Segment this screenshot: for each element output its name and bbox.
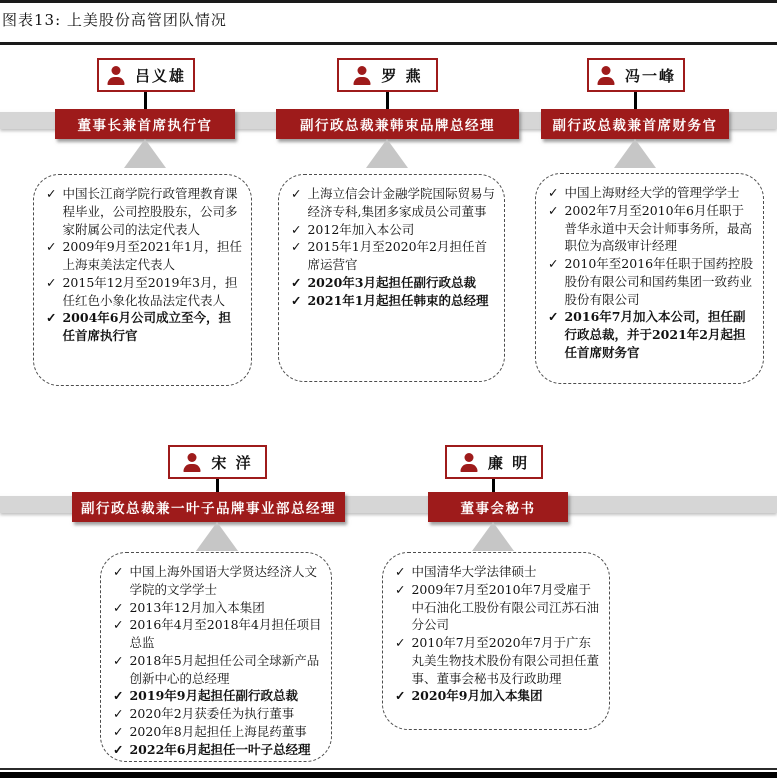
top-rule bbox=[0, 0, 777, 3]
bullet-text: 上海立信会计金融学院国际贸易与经济专科,集团多家成员公司董事 bbox=[307, 186, 495, 219]
check-icon: ✓ bbox=[46, 310, 57, 326]
check-icon: ✓ bbox=[113, 706, 124, 721]
bullet-text: 2009年9月至2021年1月，担任上海束美法定代表人 bbox=[62, 239, 243, 272]
check-icon: ✓ bbox=[113, 599, 124, 615]
bullet-text: 2019年9月起担任副行政总裁 bbox=[129, 688, 298, 704]
bullet-text: 2010年7月至2020年7月于广东丸美生物技术股份有限公司担任董事、董事会秘书及行政助理 bbox=[411, 635, 599, 686]
exec-name-box bbox=[587, 58, 685, 92]
bio-bullet bbox=[291, 292, 495, 310]
check-icon: ✓ bbox=[291, 292, 302, 308]
check-icon: ✓ bbox=[113, 564, 124, 579]
bullet-text: 中国清华大学法律硕士 bbox=[411, 564, 537, 579]
bio-bullet bbox=[113, 741, 322, 759]
bio-bullet bbox=[291, 185, 495, 221]
callout-pointer bbox=[124, 139, 166, 168]
bio-bullet bbox=[46, 274, 242, 310]
person-icon bbox=[352, 66, 372, 85]
bullet-text: 2018年5月起担任公司全球新产品创新中心的总经理 bbox=[129, 652, 320, 686]
connector-line bbox=[386, 90, 389, 110]
bio-bullet bbox=[46, 238, 242, 274]
exec-bio-bubble bbox=[278, 174, 505, 382]
bullet-text: 2021年1月起担任韩束的总经理 bbox=[307, 292, 489, 308]
person-icon bbox=[459, 453, 479, 472]
bio-bullet bbox=[113, 723, 322, 741]
exec-role-banner: 副行政总裁兼首席财务官 bbox=[541, 109, 729, 139]
bullet-text: 2013年12月加入本集团 bbox=[129, 599, 265, 615]
check-icon: ✓ bbox=[113, 652, 124, 668]
bio-bullet bbox=[113, 687, 322, 705]
bullet-text: 2020年9月加入本集团 bbox=[411, 688, 543, 704]
connector-line bbox=[144, 90, 147, 110]
bio-bullet bbox=[113, 705, 322, 723]
bullet-text: 中国上海财经大学的管理学学士 bbox=[564, 185, 740, 200]
bottom-rule-thin bbox=[0, 768, 777, 770]
check-icon: ✓ bbox=[395, 688, 406, 704]
exec-bio-bubble bbox=[535, 173, 764, 384]
bullet-text: 2015年12月至2019年3月，担任红色小象化妆品法定代表人 bbox=[62, 274, 238, 308]
exec-name-box bbox=[445, 445, 543, 479]
check-icon: ✓ bbox=[395, 564, 406, 579]
exec-role-banner: 董事会秘书 bbox=[428, 492, 568, 522]
bio-bullet bbox=[395, 634, 600, 687]
bio-bullet bbox=[548, 184, 754, 202]
check-icon: ✓ bbox=[291, 221, 302, 237]
exec-name: 宋 洋 bbox=[211, 453, 253, 472]
bio-bullet bbox=[46, 309, 242, 345]
exec-name-box bbox=[97, 58, 195, 92]
check-icon: ✓ bbox=[548, 202, 559, 218]
check-icon: ✓ bbox=[548, 309, 559, 325]
exec-name-box bbox=[337, 58, 438, 92]
exec-bio-bubble bbox=[100, 552, 332, 762]
bio-bullet bbox=[291, 274, 495, 292]
check-icon: ✓ bbox=[46, 186, 57, 201]
figure-title: 图表13: 上美股份高管团队情况 bbox=[2, 11, 227, 29]
bullet-text: 2020年3月起担任副行政总裁 bbox=[307, 274, 476, 290]
bio-bullet bbox=[113, 652, 322, 688]
check-icon: ✓ bbox=[46, 274, 57, 290]
exec-role-banner: 副行政总裁兼一叶子品牌事业部总经理 bbox=[72, 492, 345, 522]
bullet-text: 2012年加入本公司 bbox=[307, 221, 415, 237]
exec-name: 罗 燕 bbox=[381, 66, 423, 85]
bottom-rule-thick bbox=[0, 772, 777, 778]
check-icon: ✓ bbox=[395, 581, 406, 597]
callout-pointer bbox=[472, 522, 514, 551]
check-icon: ✓ bbox=[113, 688, 124, 704]
bio-bullet bbox=[395, 563, 600, 581]
bullet-text: 中国上海外国语大学贤达经济人文学院的文学学士 bbox=[129, 564, 317, 597]
bio-bullet bbox=[395, 581, 600, 634]
bio-bullet bbox=[113, 563, 322, 599]
exec-name-box bbox=[168, 445, 267, 479]
check-icon: ✓ bbox=[548, 256, 559, 271]
check-icon: ✓ bbox=[291, 186, 302, 201]
bullet-text: 2009年7月至2010年7月受雇于中石油化工股份有限公司江苏石油分公司 bbox=[411, 581, 599, 633]
exec-name: 冯一峰 bbox=[624, 66, 676, 85]
bullet-text: 2015年1月至2020年2月担任首席运营官 bbox=[307, 239, 488, 272]
check-icon: ✓ bbox=[46, 239, 57, 255]
bullet-text: 2022年6月起担任一叶子总经理 bbox=[129, 741, 311, 757]
callout-pointer bbox=[366, 139, 408, 168]
check-icon: ✓ bbox=[113, 723, 124, 739]
exec-bio-bubble bbox=[382, 552, 610, 730]
bio-bullet bbox=[548, 202, 754, 255]
bio-bullet bbox=[113, 599, 322, 617]
bio-bullet bbox=[291, 221, 495, 239]
bullet-text: 2004年6月公司成立至今，担任首席执行官 bbox=[62, 310, 231, 343]
title-rule bbox=[0, 42, 777, 45]
bullet-text: 中国长江商学院行政管理教育课程毕业，公司控股股东，公司多家附属公司的法定代表人 bbox=[62, 186, 238, 237]
connector-line bbox=[634, 90, 637, 110]
check-icon: ✓ bbox=[113, 617, 124, 633]
bullet-text: 2016年4月至2018年4月担任项目总监 bbox=[129, 617, 322, 650]
person-icon bbox=[182, 453, 202, 472]
bio-bullet bbox=[548, 308, 754, 361]
check-icon: ✓ bbox=[548, 185, 559, 200]
exec-name: 廉 明 bbox=[487, 453, 530, 472]
exec-role-banner: 董事长兼首席执行官 bbox=[55, 109, 235, 139]
check-icon: ✓ bbox=[291, 274, 302, 290]
bio-bullet bbox=[548, 255, 754, 308]
bullet-text: 2020年8月起担任上海昆药董事 bbox=[129, 723, 307, 739]
bullet-text: 2010年至2016年任职于国药控股股份有限公司和国药集团一致药业股份有限公司 bbox=[564, 256, 754, 307]
bio-bullet bbox=[291, 238, 495, 274]
bio-bullet bbox=[113, 616, 322, 652]
bullet-text: 2016年7月加入本公司，担任副行政总裁，并于2021年2月起担任首席财务官 bbox=[564, 309, 746, 360]
person-icon bbox=[596, 66, 616, 85]
callout-pointer bbox=[614, 139, 656, 168]
check-icon: ✓ bbox=[291, 239, 302, 255]
bullet-text: 2002年7月至2010年6月任职于普华永道中天会计师事务所，最高职位为高级审计经理 bbox=[564, 202, 752, 254]
check-icon: ✓ bbox=[113, 741, 124, 757]
person-icon bbox=[106, 66, 126, 85]
exec-role-banner: 副行政总裁兼韩束品牌总经理 bbox=[276, 109, 519, 139]
bio-bullet bbox=[395, 687, 600, 705]
bullet-text: 2020年2月获委任为执行董事 bbox=[129, 706, 295, 721]
check-icon: ✓ bbox=[395, 635, 406, 650]
exec-name: 吕义雄 bbox=[134, 66, 186, 85]
bio-bullet bbox=[46, 185, 242, 238]
callout-pointer bbox=[196, 522, 238, 551]
exec-bio-bubble bbox=[33, 174, 252, 386]
